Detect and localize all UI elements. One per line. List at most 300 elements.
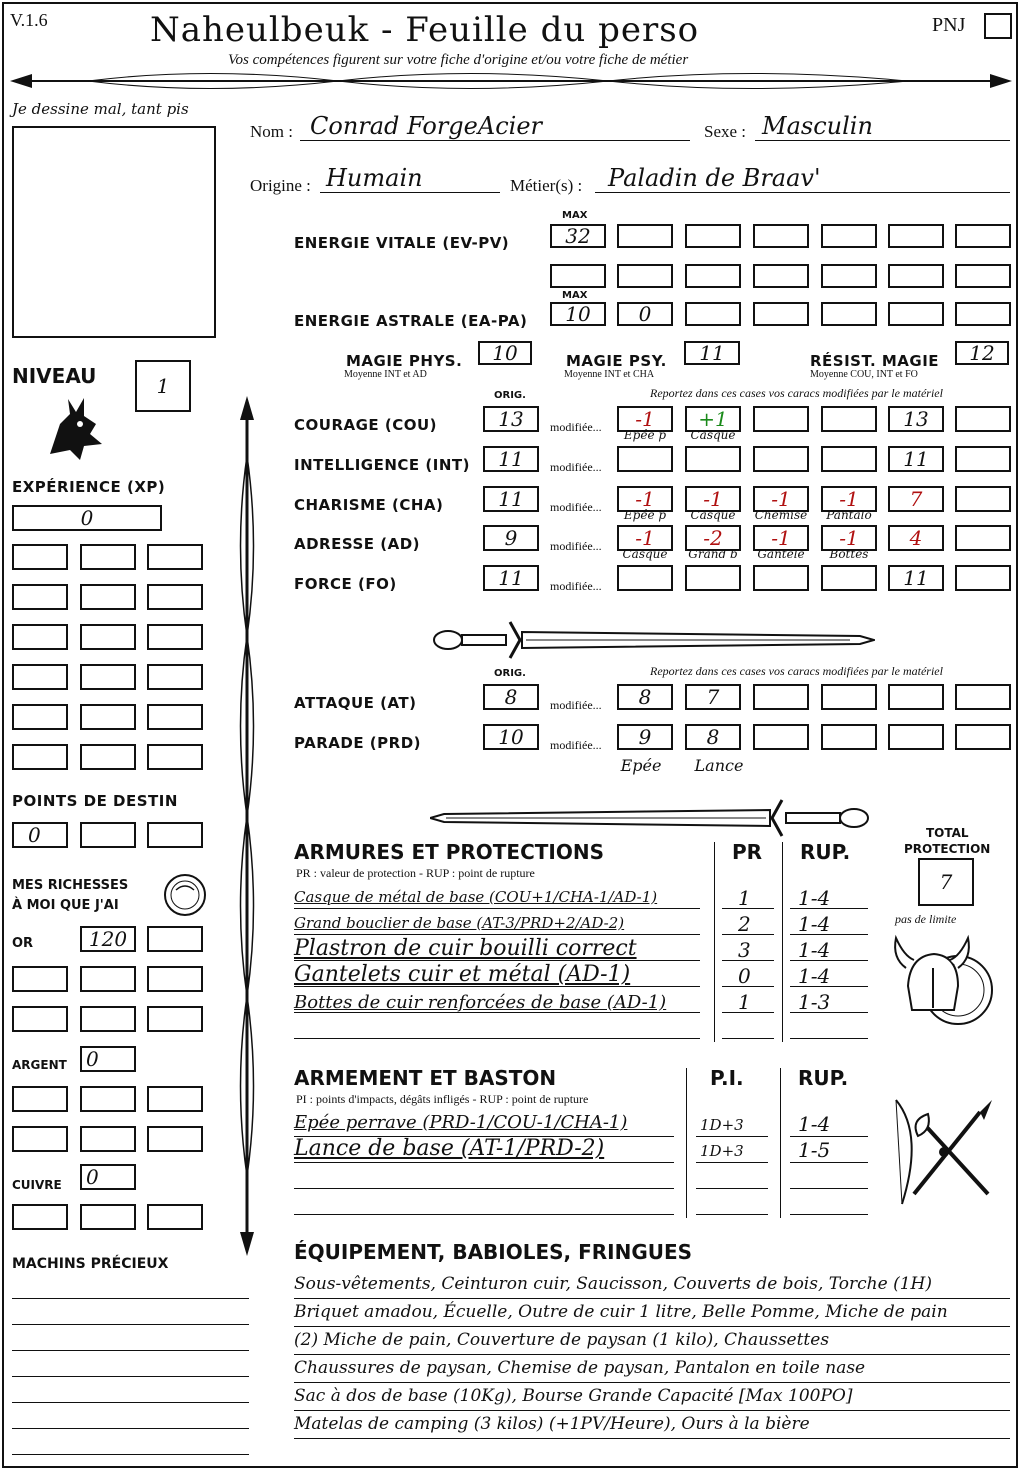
- ea-box[interactable]: [685, 302, 741, 326]
- weapon-line[interactable]: [294, 1188, 674, 1189]
- prd-mod-box[interactable]: [888, 724, 944, 750]
- portrait-box[interactable]: [12, 126, 216, 338]
- ev-box[interactable]: [753, 264, 809, 288]
- cha-mod-box-value: [957, 488, 1009, 510]
- xp-box[interactable]: [147, 664, 203, 690]
- xp-box[interactable]: [80, 544, 136, 570]
- int-mod-box-value: [957, 448, 1009, 470]
- armor-line[interactable]: [294, 908, 700, 909]
- argent-box-2[interactable]: [12, 1086, 68, 1112]
- modifier-caption: Bottes: [829, 547, 869, 561]
- prd-mod-box[interactable]: [955, 724, 1011, 750]
- fo-mod-box[interactable]: [821, 565, 877, 591]
- cuivre-box-3[interactable]: [80, 1204, 136, 1230]
- sexe-label: Sexe :: [704, 122, 747, 141]
- ad-mod-box[interactable]: [888, 525, 944, 551]
- origine-label: Origine :: [250, 176, 311, 195]
- sexe-line: [755, 140, 1010, 141]
- nom-label: Nom :: [250, 122, 293, 141]
- equipment-line-text[interactable]: Sous-vêtements, Ceinturon cuir, Saucisson, Couverts de bois, Torche (1H): [294, 1274, 932, 1294]
- weapon-pi-line[interactable]: [696, 1162, 768, 1163]
- xp-box[interactable]: [147, 624, 203, 650]
- armor-item-pr[interactable]: 1: [738, 886, 751, 910]
- xp-box[interactable]: 0: [12, 505, 162, 531]
- armures-title: ARMURES ET PROTECTIONS: [294, 840, 604, 864]
- cuivre-box-4[interactable]: [147, 1204, 203, 1230]
- destin-box[interactable]: 0: [12, 822, 68, 848]
- prd-mod-box-value: [890, 726, 942, 748]
- total-protection-label-2: PROTECTION: [904, 842, 991, 856]
- total-protection-box[interactable]: 7: [918, 858, 974, 906]
- prd-mod-box[interactable]: [753, 724, 809, 750]
- sexe-value[interactable]: Masculin: [762, 112, 873, 140]
- xp-box[interactable]: [147, 704, 203, 730]
- armor-item-rup[interactable]: 1-4: [798, 886, 831, 910]
- ad-orig-box-value: 9: [504, 526, 518, 550]
- ea-box-value: 10: [565, 302, 591, 326]
- armor-item-rup[interactable]: 1-4: [798, 938, 831, 962]
- weapon-line[interactable]: [294, 1214, 674, 1215]
- magie-phys-label: MAGIE PHYS.: [346, 352, 463, 370]
- modified-label: modifiée...: [550, 579, 602, 593]
- at-mod-box-value: 7: [706, 685, 720, 709]
- weapon-pi-line[interactable]: [696, 1214, 768, 1215]
- cuivre-box[interactable]: 0: [80, 1164, 136, 1190]
- modified-label: modifiée...: [550, 500, 602, 514]
- armement-title: ARMEMENT ET BASTON: [294, 1066, 557, 1090]
- fo-mod-box[interactable]: [955, 565, 1011, 591]
- modified-label: modifiée...: [550, 460, 602, 474]
- ad-mod-box-value: -1: [771, 526, 791, 550]
- xp-box[interactable]: [80, 664, 136, 690]
- or-box-2[interactable]: [147, 926, 203, 952]
- ev-max-label: MAX: [562, 210, 588, 221]
- ev-label: ENERGIE VITALE (EV-PV): [294, 234, 510, 252]
- page-title: Naheulbeuk - Feuille du perso: [150, 10, 700, 50]
- equipment-line-text[interactable]: Sac à dos de base (10Kg), Bourse Grande Capacité [Max 100PO]: [294, 1386, 853, 1406]
- pnj-label: PNJ: [932, 14, 966, 36]
- armor-rup-line[interactable]: [790, 1038, 868, 1039]
- ev-box[interactable]: [753, 224, 809, 248]
- resist-magie-box[interactable]: 12: [955, 341, 1009, 365]
- spear-ornament: [232, 396, 262, 1256]
- prd-mod-box-value: 9: [638, 725, 652, 749]
- or-label: OR: [12, 936, 34, 951]
- courage-orig-box-value: 13: [498, 407, 524, 431]
- stats-note: Reportez dans ces cases vos caracs modifiées par le matériel: [650, 386, 943, 400]
- modifier-caption: Casque: [690, 508, 736, 522]
- armor-item-name[interactable]: Grand bouclier de base (AT-3/PRD+2/AD-2): [294, 914, 625, 932]
- page-subtitle: Vos compétences figurent sur votre fiche d'origine et/ou votre fiche de métier: [228, 52, 689, 68]
- prd-mod-box[interactable]: [617, 724, 673, 750]
- richesses-label-1: MES RICHESSES: [12, 878, 129, 893]
- prd-mod-box[interactable]: [821, 724, 877, 750]
- machins-line[interactable]: [12, 1298, 249, 1299]
- cha-mod-box-value: 7: [909, 487, 923, 511]
- armor-item-pr[interactable]: 3: [738, 938, 751, 962]
- ev-box[interactable]: [550, 264, 606, 288]
- machins-line[interactable]: [12, 1428, 249, 1429]
- modifier-caption: Epée p: [623, 428, 667, 442]
- machins-line[interactable]: [12, 1402, 249, 1403]
- argent-label: ARGENT: [12, 1058, 67, 1072]
- armement-rup-label: RUP.: [798, 1066, 849, 1090]
- ea-box[interactable]: [617, 302, 673, 326]
- argent-box[interactable]: 0: [80, 1046, 136, 1072]
- xp-box[interactable]: [80, 584, 136, 610]
- at-mod-box-value: 8: [638, 685, 652, 709]
- prd-orig-box-value: 10: [498, 725, 524, 749]
- int-label: INTELLIGENCE (INT): [294, 456, 470, 474]
- ev-box[interactable]: [617, 264, 673, 288]
- weapon-rup-line[interactable]: [790, 1162, 868, 1163]
- cha-mod-box-value: -1: [635, 487, 655, 511]
- modified-label: modifiée...: [550, 738, 602, 752]
- equipment-line[interactable]: [294, 1298, 1010, 1299]
- armor-line[interactable]: [294, 1038, 700, 1039]
- int-mod-box-value: 11: [903, 447, 929, 471]
- ea-box[interactable]: [753, 302, 809, 326]
- weapon-item-name[interactable]: Lance de base (AT-1/PRD-2): [294, 1136, 605, 1161]
- fo-orig-box[interactable]: [483, 565, 539, 591]
- prd-mod-box[interactable]: [685, 724, 741, 750]
- fo-mod-box[interactable]: [888, 565, 944, 591]
- orig-label: ORIG.: [494, 390, 526, 401]
- at-mod-box-value: [957, 686, 1009, 708]
- machins-line[interactable]: [12, 1376, 249, 1377]
- armures-divider-2: [782, 842, 783, 1042]
- ev-box-value: 32: [565, 224, 591, 248]
- courage-mod-box-value: 13: [903, 407, 929, 431]
- coin-icon: [162, 872, 208, 918]
- int-mod-box[interactable]: [888, 446, 944, 472]
- prd-mod-box-value: 8: [706, 725, 720, 749]
- fo-mod-box-value: [619, 567, 671, 589]
- ev-box[interactable]: [685, 264, 741, 288]
- int-orig-box-value: 11: [498, 447, 524, 471]
- cuivre-box-2[interactable]: [12, 1204, 68, 1230]
- int-mod-box[interactable]: [955, 446, 1011, 472]
- armement-note: PI : points d'impacts, dégâts infligés - RUP : point de rupture: [296, 1092, 589, 1106]
- int-mod-box[interactable]: [685, 446, 741, 472]
- int-mod-box-value: [755, 448, 807, 470]
- fo-orig-box-value: 11: [498, 566, 524, 590]
- xp-box[interactable]: [12, 584, 68, 610]
- xp-box[interactable]: [80, 624, 136, 650]
- armor-item-pr[interactable]: 1: [738, 990, 751, 1014]
- modifier-caption: Grand b: [688, 547, 738, 561]
- armures-divider-1: [714, 842, 715, 1042]
- xp-label: EXPÉRIENCE (XP): [12, 478, 166, 496]
- weapon-rup-line[interactable]: [790, 1136, 868, 1137]
- argent-box-6[interactable]: [80, 1126, 136, 1152]
- cuivre-label: CUIVRE: [12, 1178, 62, 1192]
- ad-mod-box-value: -1: [839, 526, 859, 550]
- weapon-item-rup[interactable]: 1-5: [798, 1138, 831, 1162]
- ev-box[interactable]: [685, 224, 741, 248]
- armor-item-pr[interactable]: 0: [738, 964, 751, 988]
- orig-label-2: ORIG.: [494, 668, 526, 679]
- modifier-caption: Casque: [690, 428, 736, 442]
- cha-orig-box[interactable]: [483, 486, 539, 512]
- dragon-icon: [40, 394, 106, 464]
- weapon-item-name[interactable]: Epée perrave (PRD-1/COU-1/CHA-1): [294, 1112, 628, 1133]
- armor-item-rup[interactable]: 1-4: [798, 912, 831, 936]
- ad-mod-box[interactable]: [955, 525, 1011, 551]
- modifier-caption: Epée p: [623, 508, 667, 522]
- ea-box[interactable]: [821, 302, 877, 326]
- courage-mod-box[interactable]: [821, 406, 877, 432]
- armement-divider-2: [780, 1068, 781, 1218]
- argent-box-5[interactable]: [12, 1126, 68, 1152]
- ea-box[interactable]: [888, 302, 944, 326]
- or-box-4[interactable]: [80, 966, 136, 992]
- courage-mod-box-value: -1: [635, 407, 655, 431]
- or-box[interactable]: 120: [80, 926, 136, 952]
- ev-box[interactable]: [617, 224, 673, 248]
- armor-item-rup[interactable]: 1-4: [798, 964, 831, 988]
- courage-mod-box-value: +1: [698, 407, 728, 431]
- header-arrow-ornament: [8, 66, 1014, 96]
- cha-mod-box-value: -1: [703, 487, 723, 511]
- modifier-caption: Casque: [622, 547, 668, 561]
- or-box-5[interactable]: [147, 966, 203, 992]
- cha-mod-box-value: -1: [839, 487, 859, 511]
- courage-mod-box[interactable]: [888, 406, 944, 432]
- ad-mod-box-value: [957, 527, 1009, 549]
- argent-box-7[interactable]: [147, 1126, 203, 1152]
- equipment-line[interactable]: [294, 1410, 1010, 1411]
- armor-item-rup[interactable]: 1-3: [798, 990, 831, 1014]
- ea-box[interactable]: [550, 302, 606, 326]
- origine-line: [320, 192, 500, 193]
- combat-note: Reportez dans ces cases vos caracs modifiées par le matériel: [650, 664, 943, 678]
- machins-line[interactable]: [12, 1324, 249, 1325]
- fo-mod-box[interactable]: [685, 565, 741, 591]
- courage-mod-box-value: [755, 408, 807, 430]
- weapon-rup-line[interactable]: [790, 1214, 868, 1215]
- ev-box[interactable]: [821, 224, 877, 248]
- destin-box-2[interactable]: [80, 822, 136, 848]
- pnj-checkbox[interactable]: [984, 13, 1012, 39]
- int-mod-box[interactable]: [821, 446, 877, 472]
- resist-magie-note: Moyenne COU, INT et FO: [810, 369, 918, 380]
- at-mod-box[interactable]: [617, 684, 673, 710]
- weapon-caption-epee: Epée: [620, 756, 662, 775]
- modified-label: modifiée...: [550, 420, 602, 434]
- fo-mod-box-value: [755, 567, 807, 589]
- weapon-item-rup[interactable]: 1-4: [798, 1112, 831, 1136]
- at-mod-box-value: [890, 686, 942, 708]
- fo-mod-box-value: [687, 567, 739, 589]
- xp-box[interactable]: [12, 624, 68, 650]
- fo-mod-box-value: [823, 567, 875, 589]
- xp-box[interactable]: [147, 584, 203, 610]
- armor-item-name[interactable]: Bottes de cuir renforcées de base (AD-1): [294, 992, 667, 1013]
- ev-box[interactable]: [550, 224, 606, 248]
- armures-pr-label: PR: [732, 840, 763, 864]
- ev-box[interactable]: [888, 224, 944, 248]
- portrait-caption: Je dessine mal, tant pis: [12, 100, 189, 118]
- no-limit-note: pas de limite: [895, 912, 957, 926]
- courage-orig-box[interactable]: [483, 406, 539, 432]
- armor-item-name[interactable]: Plastron de cuir bouilli correct: [294, 936, 637, 961]
- xp-box[interactable]: [12, 704, 68, 730]
- richesses-label-2: À MOI QUE J'AI: [12, 898, 119, 913]
- version-label: V.1.6: [10, 10, 48, 30]
- armor-item-pr[interactable]: 2: [738, 912, 751, 936]
- weapons-icon: [884, 1094, 1008, 1214]
- at-orig-box[interactable]: [483, 684, 539, 710]
- magie-phys-note: Moyenne INT et AD: [344, 369, 427, 380]
- fo-mod-box-value: [957, 567, 1009, 589]
- weapon-line[interactable]: [294, 1162, 674, 1163]
- at-mod-box[interactable]: [685, 684, 741, 710]
- int-orig-box[interactable]: [483, 446, 539, 472]
- sword-ornament-2: [430, 796, 875, 840]
- at-mod-box[interactable]: [888, 684, 944, 710]
- courage-mod-box-value: [957, 408, 1009, 430]
- metier-line: [595, 192, 1010, 193]
- destin-label: POINTS DE DESTIN: [12, 792, 178, 810]
- at-mod-box[interactable]: [955, 684, 1011, 710]
- armor-item-name[interactable]: Casque de métal de base (COU+1/CHA-1/AD-1): [294, 888, 658, 906]
- weapon-item-pi[interactable]: 1D+3: [700, 1116, 744, 1134]
- int-mod-box-value: [619, 448, 671, 470]
- courage-mod-box[interactable]: [955, 406, 1011, 432]
- at-orig-box-value: 8: [504, 685, 518, 709]
- ea-label: ENERGIE ASTRALE (EA-PA): [294, 312, 528, 330]
- magie-phys-box[interactable]: 10: [478, 341, 532, 365]
- niveau-box[interactable]: 1: [135, 360, 191, 412]
- equipment-line-text[interactable]: Briquet amadou, Écuelle, Outre de cuir 1 litre, Belle Pomme, Miche de pain: [294, 1302, 948, 1322]
- modifier-caption: Chemise: [754, 508, 808, 522]
- machins-line[interactable]: [12, 1350, 249, 1351]
- courage-mod-box[interactable]: [753, 406, 809, 432]
- equipment-line[interactable]: [294, 1382, 1010, 1383]
- xp-box[interactable]: [12, 544, 68, 570]
- armures-note: PR : valeur de protection - RUP : point de rupture: [296, 866, 535, 880]
- prd-label: PARADE (PRD): [294, 734, 422, 752]
- magie-psy-box[interactable]: 11: [684, 341, 740, 365]
- modified-label: modifiée...: [550, 698, 602, 712]
- armement-pi-label: P.I.: [710, 1066, 744, 1090]
- or-box-8[interactable]: [147, 1006, 203, 1032]
- ad-mod-box-value: -2: [703, 526, 723, 550]
- cha-label: CHARISME (CHA): [294, 496, 444, 514]
- origine-value[interactable]: Humain: [326, 164, 423, 192]
- equipment-line-text[interactable]: Matelas de camping (3 kilos) (+1PV/Heure), Ours à la bière: [294, 1414, 810, 1434]
- machins-line[interactable]: [12, 1454, 249, 1455]
- int-mod-box[interactable]: [753, 446, 809, 472]
- weapon-pi-line[interactable]: [696, 1188, 768, 1189]
- ev-box[interactable]: [955, 224, 1011, 248]
- int-mod-box-value: [687, 448, 739, 470]
- modifier-caption: Pantalo: [826, 508, 872, 522]
- xp-box[interactable]: [12, 744, 68, 770]
- sword-ornament-1: [430, 618, 875, 662]
- xp-box[interactable]: [147, 544, 203, 570]
- cha-mod-box[interactable]: [888, 486, 944, 512]
- or-box-3[interactable]: [12, 966, 68, 992]
- fo-mod-box[interactable]: [753, 565, 809, 591]
- argent-box-3[interactable]: [80, 1086, 136, 1112]
- armor-item-name[interactable]: Gantelets cuir et métal (AD-1): [294, 962, 631, 987]
- metier-value[interactable]: Paladin de Braav': [608, 164, 821, 192]
- equipment-line-text[interactable]: Chaussures de paysan, Chemise de paysan, Pantalon en toile nase: [294, 1358, 866, 1378]
- armor-pr-line[interactable]: [722, 1038, 774, 1039]
- weapon-rup-line[interactable]: [790, 1188, 868, 1189]
- at-label: ATTAQUE (AT): [294, 694, 417, 712]
- fo-mod-box-value: 11: [903, 566, 929, 590]
- equipment-line[interactable]: [294, 1438, 1010, 1439]
- modifier-caption: Gantele: [757, 547, 805, 561]
- ea-box[interactable]: [955, 302, 1011, 326]
- at-mod-box-value: [823, 686, 875, 708]
- ad-mod-box-value: 4: [909, 526, 923, 550]
- prd-mod-box-value: [957, 726, 1009, 748]
- cha-orig-box-value: 11: [498, 487, 524, 511]
- or-box-7[interactable]: [80, 1006, 136, 1032]
- ad-label: ADRESSE (AD): [294, 535, 421, 553]
- int-mod-box[interactable]: [617, 446, 673, 472]
- helmet-shield-icon: [888, 928, 998, 1038]
- armures-rup-label: RUP.: [800, 840, 851, 864]
- equipment-line[interactable]: [294, 1354, 1010, 1355]
- armement-divider-1: [686, 1068, 687, 1218]
- ad-orig-box[interactable]: [483, 525, 539, 551]
- nom-value[interactable]: Conrad ForgeAcier: [310, 112, 542, 140]
- total-protection-label-1: TOTAL: [926, 826, 969, 840]
- destin-box-3[interactable]: [147, 822, 203, 848]
- niveau-label: NIVEAU: [12, 364, 97, 388]
- xp-box[interactable]: [80, 704, 136, 730]
- equipment-line-text[interactable]: (2) Miche de pain, Couverture de paysan (1 kilo), Chaussettes: [294, 1330, 830, 1350]
- at-mod-box-value: [755, 686, 807, 708]
- courage-label: COURAGE (COU): [294, 416, 438, 434]
- weapon-pi-line[interactable]: [696, 1136, 768, 1137]
- prd-mod-box-value: [823, 726, 875, 748]
- magie-psy-note: Moyenne INT et CHA: [564, 369, 655, 380]
- at-mod-box[interactable]: [821, 684, 877, 710]
- fo-label: FORCE (FO): [294, 575, 397, 593]
- modified-label: modifiée...: [550, 539, 602, 553]
- cha-mod-box-value: -1: [771, 487, 791, 511]
- ev-box[interactable]: [821, 264, 877, 288]
- equipment-line[interactable]: [294, 1326, 1010, 1327]
- ad-mod-box-value: -1: [635, 526, 655, 550]
- equipement-title: ÉQUIPEMENT, BABIOLES, FRINGUES: [294, 1240, 693, 1264]
- argent-box-4[interactable]: [147, 1086, 203, 1112]
- weapon-item-pi[interactable]: 1D+3: [700, 1142, 744, 1160]
- resist-magie-label: RÉSIST. MAGIE: [810, 352, 940, 370]
- int-mod-box-value: [823, 448, 875, 470]
- xp-box[interactable]: [12, 664, 68, 690]
- ev-box[interactable]: [888, 264, 944, 288]
- xp-box[interactable]: [80, 744, 136, 770]
- magie-psy-label: MAGIE PSY.: [566, 352, 667, 370]
- armor-line[interactable]: [294, 934, 700, 935]
- at-mod-box[interactable]: [753, 684, 809, 710]
- cha-mod-box[interactable]: [955, 486, 1011, 512]
- or-box-6[interactable]: [12, 1006, 68, 1032]
- ea-max-label: MAX: [562, 290, 588, 301]
- prd-orig-box[interactable]: [483, 724, 539, 750]
- xp-box[interactable]: [147, 744, 203, 770]
- fo-mod-box[interactable]: [617, 565, 673, 591]
- weapon-caption-lance: Lance: [694, 756, 744, 775]
- ev-box[interactable]: [955, 264, 1011, 288]
